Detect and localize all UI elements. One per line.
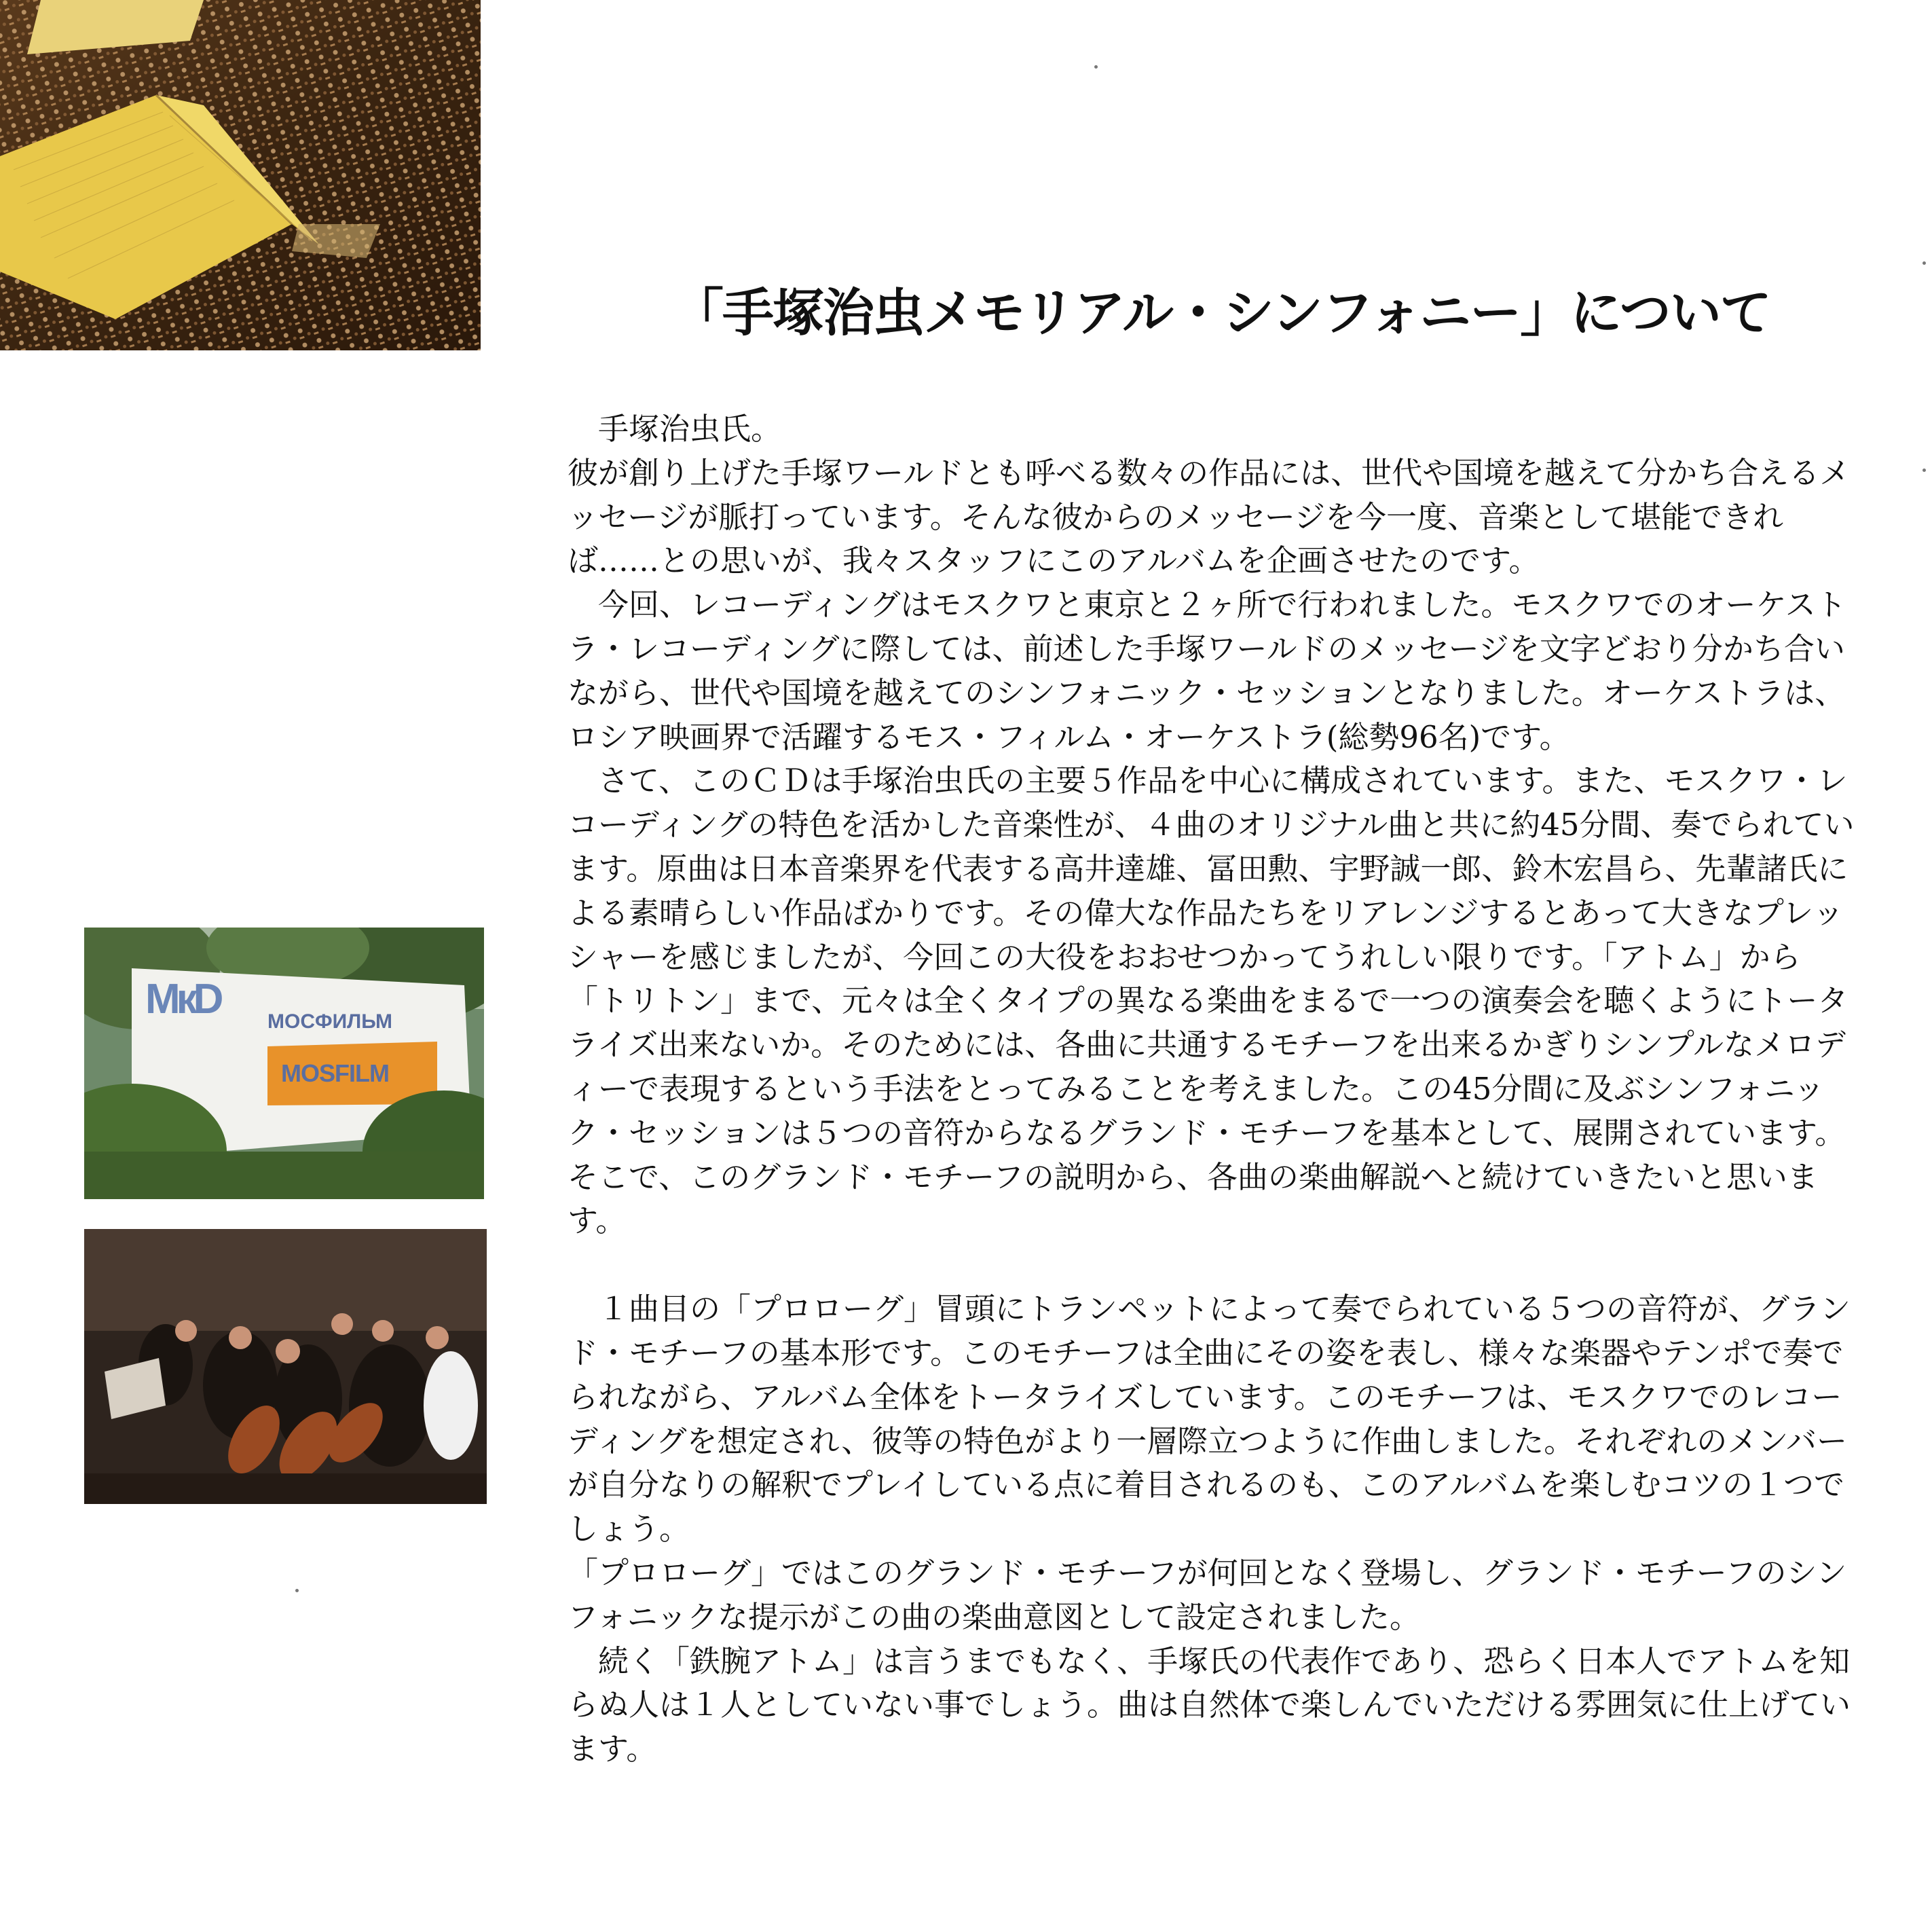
orchestra-illustration xyxy=(84,1229,487,1504)
paragraph: 彼が創り上げた手塚ワールドとも呼べる数々の作品には、世代や国境を越えて分かち合えるメッセージが脈打っています。そんな彼からのメッセージを今一度、音楽として堪能できれば……との思いが、我々スタッフにこのアルバムを企画させたのです。 xyxy=(568,454,1851,579)
mixing-console-illustration xyxy=(0,0,481,350)
paper-speck xyxy=(1922,469,1926,472)
paper-speck xyxy=(1922,261,1926,265)
paragraph: 続く「鉄腕アトム」は言うまでもなく、手塚氏の代表作であり、恐らく日本人でアトムを知らぬ人は１人としていない事でしょう。曲は自然体で楽しんでいただける雰囲気に仕上げています。 xyxy=(568,1643,1851,1767)
paragraph: 今回、レコーディングはモスクワと東京と２ヶ所で行われました。モスクワでのオーケストラ・レコーディングに際しては、前述した手塚ワールドのメッセージを文字どおり分かち合いながら、世代や国境を越えてのシンフォニック・セッションとなりました。オーケストラは、ロシア映画界で活躍するモス・フィルム・オーケストラ(総勢96名)です。 xyxy=(568,587,1846,755)
paper-speck xyxy=(1094,65,1098,69)
paper-speck xyxy=(295,1589,299,1592)
paragraph: さて、このＣＤは手塚治虫氏の主要５作品を中心に構成されています。また、モスクワ・レコーディングの特色を活かした音楽性が、４曲のオリジナル曲と共に約45分間、奏でられています。原曲は日本音楽界を代表する高井達雄、冨田勲、宇野誠一郎、鈴木宏昌ら、先輩諸氏による素晴らしい作品ばかりです。その偉大な作品たちをリアレンジするとあって大きなプレッシャーを感じましたが、今回この大役をおおせつかってうれしい限りです。「アトム」から「トリトン」まで、元々は全くタイプの異なる楽曲をまるで一つの演奏会を聴くようにトータライズ出来ないか。そのためには、各曲に共通するモチーフを出来るかぎりシンプルなメロディーで表現するという手法をとってみることを考えました。この45分間に及ぶシンフォニック・セッションは５つの音符からなるグランド・モチーフを基本として、展開されています。そこで、このグランド・モチーフの説明から、各曲の楽曲解説へと続けていきたいと思います。 xyxy=(568,763,1855,1239)
mosfilm-logo: MкD xyxy=(145,976,220,1023)
photo-mosfilm-sign xyxy=(84,928,484,1199)
paragraph: １曲目の「プロローグ」冒頭にトランペットによって奏でられている５つの音符が、グランド・モチーフの基本形です。このモチーフは全曲にその姿を表し、様々な楽器やテンポで奏でられながら、アルバム全体をトータライズしています。このモチーフは、モスクワでのレコーディングを想定され、彼等の特色がより一層際立つように作曲しました。それぞれのメンバーが自分なりの解釈でプレイしている点に着目されるのも、このアルバムを楽しむコツの１つでしょう。 xyxy=(568,1291,1851,1547)
page-title: 「手塚治虫メモリアル・シンフォニー」について xyxy=(672,282,1770,343)
paragraph-intro: 手塚治虫氏。 xyxy=(598,411,782,447)
photo-orchestra-recording xyxy=(84,1229,487,1504)
photo-mixing-console-with-score xyxy=(0,0,481,350)
mosfilm-sign-cyrillic: МОСФИЛЬМ xyxy=(267,1010,393,1033)
mosfilm-sign-latin: MOSFILM xyxy=(281,1059,389,1087)
article-body xyxy=(568,407,1857,1772)
section-spacer xyxy=(568,1243,1857,1287)
paragraph: 「プロローグ」ではこのグランド・モチーフが何回となく登場し、グランド・モチーフのシンフォニックな提示がこの曲の楽曲意図として設定されました。 xyxy=(568,1554,1847,1635)
